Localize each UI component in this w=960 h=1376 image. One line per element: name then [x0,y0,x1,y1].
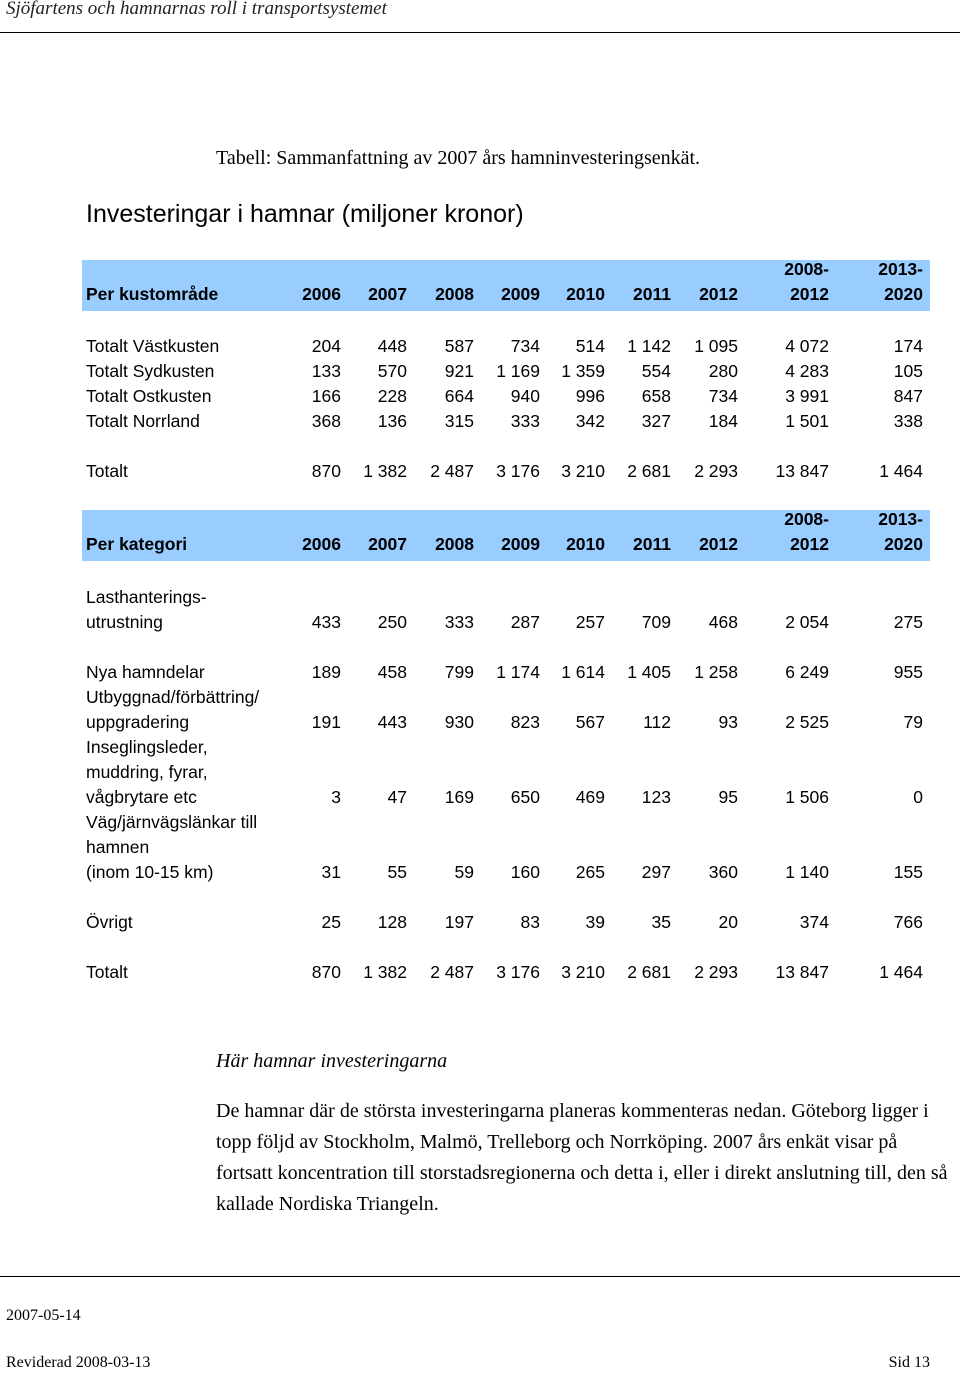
table-cell: 204 [311,336,341,356]
table-cell: 847 [893,386,923,406]
column-header: 2010 [566,284,605,304]
row-label: Inseglingsleder, [86,737,208,757]
table-cell: 458 [377,662,407,682]
table-cell: 2 293 [694,461,738,481]
row-label: Totalt Västkusten [86,336,220,356]
table-cell: 3 176 [496,962,540,982]
table-cell: 650 [510,787,540,807]
table-cell: 567 [575,712,605,732]
row-label: utrustning [86,612,163,632]
table-cell: 433 [311,612,341,632]
table-cell: 338 [893,411,923,431]
table-cell: 955 [893,662,923,682]
table-cell: 31 [321,862,341,882]
table-cell: 734 [708,386,738,406]
column-header: 2009 [501,534,540,554]
row-label: Utbyggnad/förbättring/ [86,687,260,707]
column-header: 2008 [435,284,474,304]
table-cell: 4 072 [785,336,829,356]
column-header: 2006 [302,284,341,304]
table-cell: 287 [510,612,540,632]
table-cell: 1 405 [627,662,671,682]
column-header: 2008 [435,534,474,554]
table-cell: 333 [510,411,540,431]
column-header: 2012 [790,534,829,554]
table-cell: 469 [575,787,605,807]
table-cell: 1 174 [496,662,540,682]
table-cell: 1 501 [785,411,829,431]
header-label: Per kustområde [86,284,219,304]
table-cell: 342 [575,411,605,431]
table-cell: 191 [311,712,341,732]
table-cell: 39 [585,912,605,932]
table-cell: 93 [718,712,738,732]
table-cell: 766 [893,912,923,932]
header-label: Per kategori [86,534,188,554]
table-cell: 3 210 [561,461,605,481]
table-cell: 1 464 [879,461,923,481]
table-cell: 4 283 [785,361,829,381]
row-label: hamnen [86,837,150,857]
table-cell: 169 [444,787,474,807]
table-cell: 333 [444,612,474,632]
table-cell: 3 210 [561,962,605,982]
row-label: vågbrytare etc [86,787,197,807]
table-cell: 123 [641,787,671,807]
table-cell: 734 [510,336,540,356]
table-cell: 136 [377,411,407,431]
table-cell: 468 [708,612,738,632]
table-cell: 2 293 [694,962,738,982]
table-cell: 105 [893,361,923,381]
table-cell: 35 [651,912,671,932]
table-cell: 921 [444,361,474,381]
table-cell: 250 [377,612,407,632]
footer-page-number: Sid 13 [888,1354,930,1371]
column-header: 2007 [368,534,407,554]
column-header: 2011 [633,284,671,304]
table-cell: 2 487 [430,962,474,982]
table-cell: 658 [641,386,671,406]
table-cell: 1 258 [694,662,738,682]
table-cell: 554 [641,361,671,381]
table-cell: 799 [444,662,474,682]
header-divider [0,32,960,33]
row-label: Totalt Sydkusten [86,361,215,381]
table-cell: 112 [643,712,671,732]
table-cell: 1 382 [363,962,407,982]
table-cell: 55 [387,862,407,882]
row-label: Nya hamndelar [86,662,205,682]
table-cell: 160 [510,862,540,882]
row-label: Totalt Ostkusten [86,386,212,406]
table-cell: 83 [520,912,540,932]
table-cell: 197 [444,912,474,932]
column-header-top: 2013- [878,509,923,529]
table-cell: 166 [311,386,341,406]
table-cell: 1 169 [496,361,540,381]
table-cell: 265 [575,862,605,882]
table-cell: 448 [377,336,407,356]
table-cell: 2 525 [785,712,829,732]
table-caption: Tabell: Sammanfattning av 2007 års hamninvesteringsenkät. [216,147,701,169]
table-cell: 315 [444,411,474,431]
table-cell: 1 506 [785,787,829,807]
row-label: Totalt [86,461,128,481]
table-cell: 570 [377,361,407,381]
column-header: 2009 [501,284,540,304]
table-cell: 2 487 [430,461,474,481]
column-header-top: 2013- [878,259,923,279]
footer-revised: Reviderad 2008-03-13 [6,1354,151,1371]
table-cell: 3 [331,787,341,807]
table-cell: 940 [510,386,540,406]
table-cell: 6 249 [785,662,829,682]
table-cell: 174 [893,336,923,356]
table-cell: 1 614 [561,662,605,682]
column-header-top: 2008- [784,509,829,529]
table-cell: 257 [575,612,605,632]
table-cell: 25 [321,912,341,932]
row-label: Väg/järnvägslänkar till [86,812,258,832]
table-title: Investeringar i hamnar (miljoner kronor) [86,200,524,228]
table-cell: 0 [913,787,923,807]
table-cell: 996 [575,386,605,406]
table-cell: 280 [708,361,738,381]
table-cell: 275 [893,612,923,632]
row-label: Lasthanterings- [86,587,207,607]
table-cell: 368 [311,411,341,431]
column-header: 2012 [790,284,829,304]
table-cell: 228 [377,386,407,406]
table-cell: 587 [444,336,474,356]
table-cell: 870 [311,962,341,982]
table-cell: 1 359 [561,361,605,381]
table-cell: 1 140 [785,862,829,882]
table-cell: 133 [311,361,341,381]
table-cell: 47 [387,787,407,807]
table-cell: 709 [641,612,671,632]
section-heading: Här hamnar investeringarna [216,1050,448,1072]
table-cell: 79 [903,712,923,732]
column-header: 2010 [566,534,605,554]
footer-divider [0,1276,960,1277]
table-cell: 664 [444,386,474,406]
row-label: muddring, fyrar, [86,762,208,782]
table-cell: 1 095 [694,336,738,356]
column-header: 2012 [699,284,738,304]
table-cell: 95 [718,787,738,807]
row-label: Totalt Norrland [86,411,200,431]
table-cell: 1 382 [363,461,407,481]
column-header: 2011 [633,534,671,554]
column-header: 2020 [884,284,923,304]
table-cell: 870 [311,461,341,481]
table-cell: 128 [377,912,407,932]
table-cell: 184 [708,411,738,431]
table-cell: 3 176 [496,461,540,481]
table-cell: 2 054 [785,612,829,632]
table-cell: 13 847 [775,461,829,481]
table-cell: 823 [510,712,540,732]
row-label: Totalt [86,962,128,982]
row-label: uppgradering [86,712,190,732]
table-cell: 155 [893,862,923,882]
table-cell: 20 [718,912,738,932]
table-cell: 2 681 [627,962,671,982]
table-cell: 189 [311,662,341,682]
table-cell: 2 681 [627,461,671,481]
table-cell: 443 [377,712,407,732]
row-label: (inom 10-15 km) [86,862,214,882]
column-header: 2007 [368,284,407,304]
table-cell: 514 [575,336,605,356]
row-label: Övrigt [86,912,133,932]
footer-date: 2007-05-14 [6,1307,81,1324]
column-header: 2006 [302,534,341,554]
column-header: 2020 [884,534,923,554]
table-cell: 3 991 [785,386,829,406]
table-cell: 360 [708,862,738,882]
table-cell: 327 [641,411,671,431]
table-cell: 1 142 [627,336,671,356]
table-cell: 59 [454,862,474,882]
body-paragraph: De hamnar där de största investeringarna planeras kommenteras nedan. Göteborg ligger i topp följd av Stockholm, Malmö, Trelleborg och Norrköping. 2007 års enkät visar på fortsatt koncentration till storstadsregionerna och detta i, eller i direkt anslutning till, den så kallade Nordiska Triangeln. [216,1100,948,1215]
column-header-top: 2008- [784,259,829,279]
table-cell: 374 [799,912,829,932]
column-header: 2012 [699,534,738,554]
running-header-title: Sjöfartens och hamnarnas roll i transportsystemet [6,0,387,19]
table-cell: 930 [444,712,474,732]
table-cell: 1 464 [879,962,923,982]
table-cell: 13 847 [775,962,829,982]
table-cell: 297 [641,862,671,882]
